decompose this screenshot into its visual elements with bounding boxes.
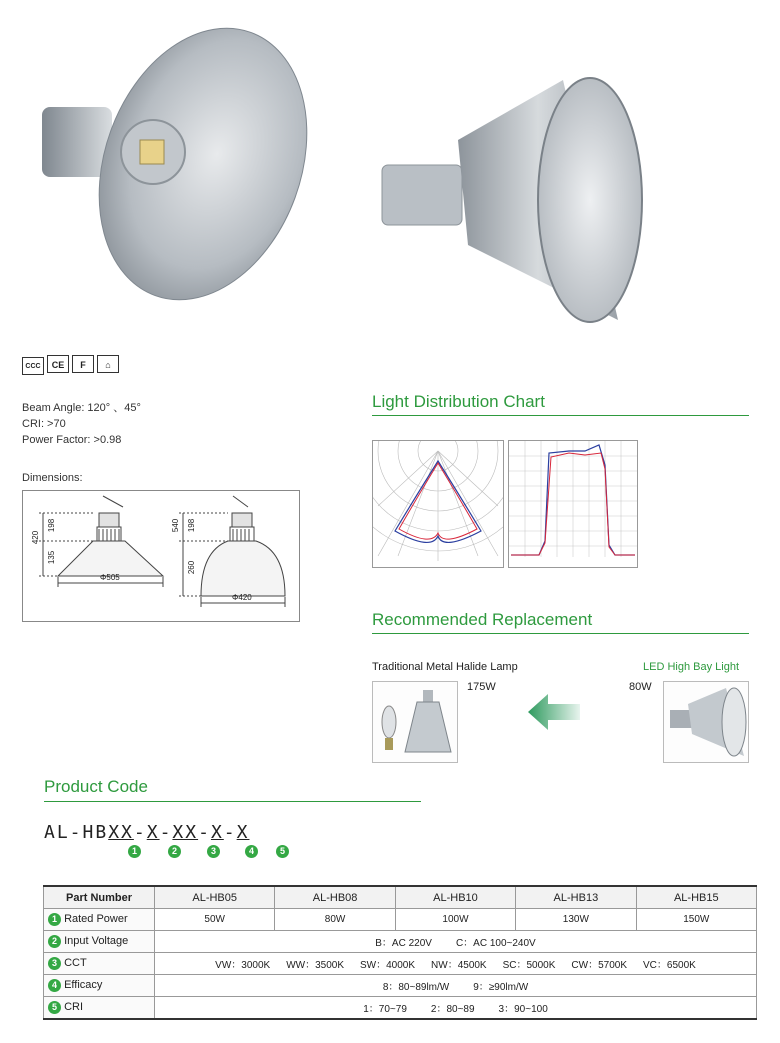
efficacy-label: 4 Efficacy — [44, 975, 155, 997]
code-seg3: XX — [172, 822, 199, 843]
dim2-diameter: Φ420 — [232, 593, 252, 602]
dimensions-label: Dimensions: — [22, 472, 83, 484]
cct-values: VW：3000K WW：3500K SW：4000K NW：4500K SC：5000K CW：5700K VC：6500K — [155, 953, 757, 975]
badge-5-icon: 5 — [48, 1001, 61, 1014]
badge-3-icon: 3 — [48, 957, 61, 970]
code-dash: - — [223, 822, 237, 843]
table-row — [44, 997, 757, 1020]
table-row — [44, 909, 757, 931]
cri-values: 1：70~79 2：80~89 3：90~100 — [155, 997, 757, 1020]
table-cell: 130W — [516, 909, 636, 931]
table-row — [44, 931, 757, 953]
dimension-drawing — [22, 490, 300, 622]
house-mark-icon: ⌂ — [97, 355, 119, 373]
old-lamp-label: Traditional Metal Halide Lamp — [372, 661, 518, 673]
dim2-bottom: 260 — [187, 560, 197, 575]
code-badge-4: 4 — [245, 845, 258, 858]
product-code-table — [43, 885, 757, 1020]
table-cell: 50W — [155, 909, 275, 931]
ce-mark-icon: CE — [47, 355, 69, 373]
new-lamp-wattage: 80W — [629, 681, 652, 693]
replacement-rule — [372, 633, 749, 634]
code-seg5: X — [236, 822, 250, 843]
product-code-pattern — [44, 822, 249, 843]
ccc-mark-icon: CCC — [22, 357, 44, 375]
badge-4-icon: 4 — [48, 979, 61, 992]
table-row — [44, 953, 757, 975]
code-seg2: X — [146, 822, 160, 843]
efficacy-values: 8：80~89lm/W 9：≥90lm/W — [155, 975, 757, 997]
led-high-bay-image — [663, 681, 749, 763]
linear-distribution-chart — [508, 440, 638, 568]
rated-power-label: 1 Rated Power — [44, 909, 155, 931]
product-code-rule — [44, 801, 421, 802]
code-prefix: AL-HB — [44, 822, 109, 843]
code-badge-2: 2 — [168, 845, 181, 858]
code-seg4: X — [210, 822, 224, 843]
badge-1-icon: 1 — [48, 913, 61, 926]
cct-label: 3 CCT — [44, 953, 155, 975]
table-cell: 100W — [395, 909, 515, 931]
table-cell: 80W — [275, 909, 395, 931]
input-voltage-values: B：AC 220V C：AC 100~240V — [155, 931, 757, 953]
table-row — [44, 975, 757, 997]
dim1-diameter: Φ505 — [100, 573, 120, 582]
dim1-top: 198 — [47, 518, 57, 533]
code-dash: - — [198, 822, 211, 843]
cri-spec: CRI: >70 — [22, 418, 66, 430]
product-photo-front — [38, 12, 308, 322]
input-voltage-label: 2 Input Voltage — [44, 931, 155, 953]
model-cell: AL-HB15 — [636, 886, 756, 909]
model-cell: AL-HB10 — [395, 886, 515, 909]
code-badge-5: 5 — [276, 845, 289, 858]
dim2-top: 198 — [187, 518, 197, 533]
light-distribution-title: Light Distribution Chart — [372, 392, 545, 411]
metal-halide-lamp-image — [372, 681, 458, 763]
table-cell: 150W — [636, 909, 756, 931]
replacement-arrow-icon — [528, 694, 580, 735]
cri-label: 5 CRI — [44, 997, 155, 1020]
old-lamp-wattage: 175W — [467, 681, 496, 693]
certification-marks — [22, 355, 122, 375]
beam-angle: Beam Angle: 120° 、45° — [22, 402, 141, 414]
code-badge-1: 1 — [128, 845, 141, 858]
code-badge-3: 3 — [207, 845, 220, 858]
product-code-title: Product Code — [44, 777, 148, 796]
power-factor: Power Factor: >0.98 — [22, 434, 122, 446]
polar-distribution-chart — [372, 440, 504, 568]
product-photo-angled — [368, 70, 658, 330]
dim1-height: 420 — [31, 530, 41, 545]
dim1-bottom: 135 — [47, 550, 57, 565]
light-distribution-rule — [372, 415, 749, 416]
table-row — [44, 886, 757, 909]
model-cell: AL-HB08 — [275, 886, 395, 909]
model-cell: AL-HB13 — [516, 886, 636, 909]
badge-2-icon: 2 — [48, 935, 61, 948]
new-lamp-label: LED High Bay Light — [643, 661, 739, 673]
code-dash: - — [133, 822, 147, 843]
part-number-header: Part Number — [44, 886, 155, 909]
code-dash: - — [159, 822, 173, 843]
f-mark-icon: F — [72, 355, 94, 373]
replacement-title: Recommended Replacement — [372, 610, 593, 629]
spec-list — [22, 400, 141, 448]
code-seg1: XX — [108, 822, 134, 843]
dim2-height: 540 — [171, 518, 181, 533]
model-cell: AL-HB05 — [155, 886, 275, 909]
